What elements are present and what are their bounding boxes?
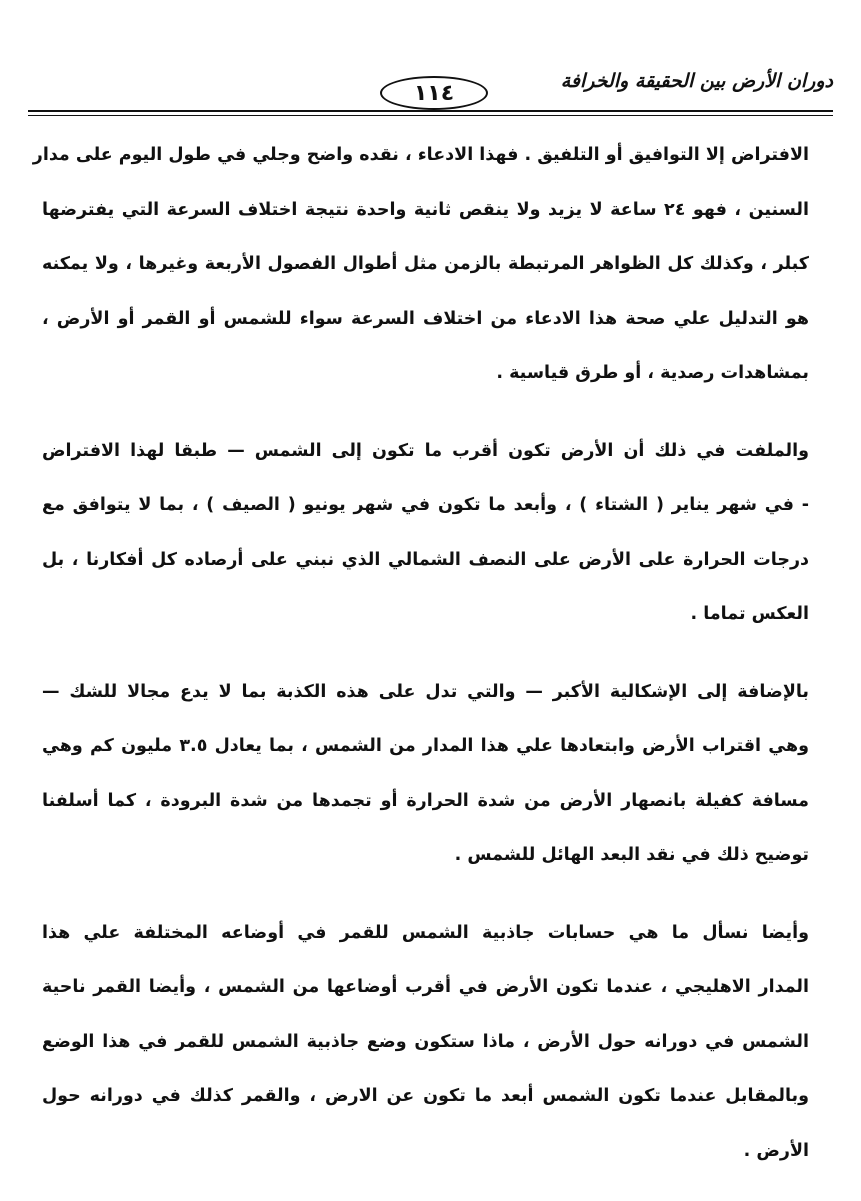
running-title: دوران الأرض بين الحقيقة والخرافة bbox=[560, 70, 833, 92]
text-line: وبالمقابل عندما تكون الشمس أبعد ما تكون عن الارض ، والقمر كذلك في دورانه حول bbox=[42, 1086, 809, 1106]
text-line: كبلر ، وكذلك كل الظواهر المرتبطة بالزمن مثل أطوال الفصول الأربعة وغيرها ، ولا يمكنه bbox=[42, 254, 809, 274]
text-line: بالإضافة إلى الإشكالية الأكبر — والتي تدل على هذه الكذبة بما لا يدع مجالا للشك — bbox=[42, 681, 809, 702]
paragraph-1 bbox=[32, 128, 809, 401]
text-line: مسافة كفيلة بانصهار الأرض من شدة الحرارة أو تجمدها من شدة البرودة ، كما أسلفنا bbox=[42, 790, 809, 811]
paragraph-4 bbox=[42, 906, 809, 1179]
text-line: الأرض . bbox=[743, 1140, 809, 1161]
text-line: العكس تماما . bbox=[690, 604, 809, 624]
text-line: السنين ، فهو ٢٤ ساعة لا يزيد ولا ينقص ثانية واحدة نتيجة اختلاف السرعة التي يفترضها bbox=[42, 199, 809, 220]
page-number: ١١٤ bbox=[380, 76, 488, 110]
text-line: الشمس في دورانه حول الأرض ، ماذا ستكون وضع جاذبية الشمس للقمر في هذا الوضع bbox=[42, 1031, 809, 1052]
page-body bbox=[32, 128, 809, 1201]
text-line: - في شهر يناير ( الشتاء ) ، وأبعد ما تكون في شهر يونيو ( الصيف ) ، بما لا يتوافق مع bbox=[42, 495, 809, 515]
text-line: الافتراض إلا التوافيق أو التلفيق . فهذا الادعاء ، نقده واضح وجلي في طول اليوم على مدار bbox=[32, 145, 809, 165]
text-line: وهي اقتراب الأرض وابتعادها علي هذا المدار من الشمس ، بما يعادل ٣.٥ مليون كم وهي bbox=[42, 736, 809, 756]
header-rule bbox=[28, 110, 833, 112]
header-rule-thin bbox=[28, 115, 833, 116]
text-line: بمشاهدات رصدية ، أو طرق قياسية . bbox=[496, 363, 809, 383]
paragraph-3 bbox=[42, 665, 809, 883]
paragraph-2 bbox=[42, 424, 809, 642]
text-line: والملفت في ذلك أن الأرض تكون أقرب ما تكون إلى الشمس — طبقا لهذا الافتراض bbox=[42, 440, 809, 461]
text-line: المدار الاهليجي ، عندما تكون الأرض في أقرب أوضاعها من الشمس ، وأيضا القمر ناحية bbox=[42, 977, 809, 997]
text-line: هو التدليل علي صحة هذا الادعاء من اختلاف السرعة سواء للشمس أو القمر أو الأرض ، bbox=[42, 308, 809, 329]
text-line: وأيضا نسأل ما هي حسابات جاذبية الشمس للقمر في أوضاعه المختلفة علي هذا bbox=[42, 922, 809, 943]
text-line: درجات الحرارة على الأرض على النصف الشمالي الذي نبني على أرصاده كل أفكارنا ، بل bbox=[42, 549, 809, 570]
page-header bbox=[28, 68, 833, 116]
text-line: توضيح ذلك في نقد البعد الهائل للشمس . bbox=[454, 845, 809, 865]
